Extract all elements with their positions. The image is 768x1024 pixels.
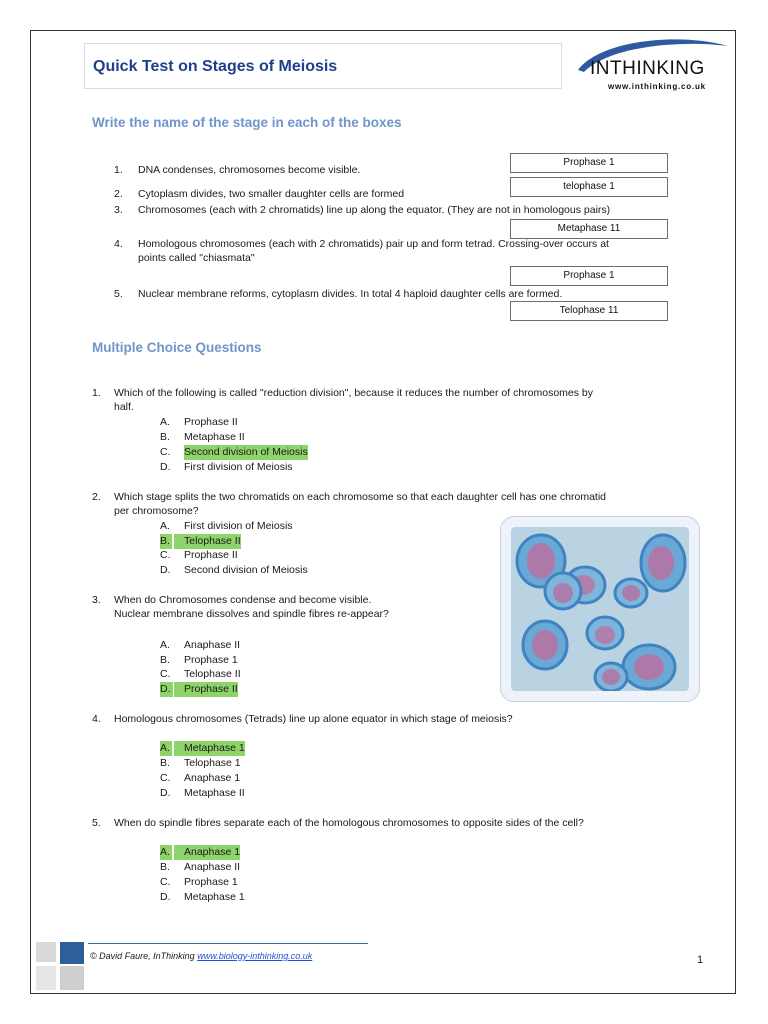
s1-item-4-text-line2: points called "chiasmata": [138, 252, 255, 264]
q5-num: 5.: [92, 817, 101, 829]
s1-item-2-num: 2.: [114, 188, 123, 200]
cell-7: [523, 621, 567, 669]
q3-option-b-letter: B.: [160, 654, 170, 666]
answer-box-4-value: Prophase 1: [563, 270, 615, 281]
q3-option-c-letter: C.: [160, 668, 171, 680]
footer-link[interactable]: www.biology-inthinking.co.uk: [197, 951, 313, 961]
q2-text-line1: Which stage splits the two chromatids on each chromosome so that each daughter cell has one chromatid: [114, 491, 607, 503]
q4-option-a-selected[interactable]: Metaphase 1: [174, 741, 245, 756]
s1-item-3-num: 3.: [114, 204, 123, 216]
footer-square-blue: [60, 942, 84, 964]
q5-option-b[interactable]: Anaphase II: [184, 861, 241, 873]
cell-9: [595, 663, 627, 691]
q1-option-d[interactable]: First division of Meiosis: [184, 461, 293, 473]
s1-item-5-num: 5.: [114, 288, 123, 300]
s1-item-4-num: 4.: [114, 238, 123, 250]
q2-option-c-letter: C.: [160, 549, 171, 561]
q1-option-b-letter: B.: [160, 431, 170, 443]
footer-credit-text: © David Faure, InThinking: [90, 951, 195, 961]
q3-option-b[interactable]: Prophase 1: [184, 654, 238, 666]
logo-text: INTHINKING: [590, 58, 705, 79]
q3-text-line1: When do Chromosomes condense and become visible.: [114, 594, 372, 606]
q2-option-a[interactable]: First division of Meiosis: [184, 520, 293, 532]
s1-item-4-text-line1: Homologous chromosomes (each with 2 chromatids) pair up and form tetrad. Crossing-over occurs at: [138, 238, 609, 250]
answer-box-2[interactable]: [510, 177, 668, 197]
q2-option-a-letter: A.: [160, 520, 170, 532]
cell-8: [623, 645, 675, 689]
q4-option-c[interactable]: Anaphase 1: [184, 772, 241, 784]
section1-heading: Write the name of the stage in each of the boxes: [92, 115, 402, 130]
q1-option-c-letter: C.: [160, 446, 171, 458]
micrograph-frame: [500, 516, 700, 702]
s1-item-3-text: Chromosomes (each with 2 chromatids) line up along the equator. (They are not in homologous pairs): [138, 204, 611, 216]
q2-option-b-letter: B.: [160, 535, 170, 547]
q3-option-a-letter: A.: [160, 639, 170, 651]
q1-option-a-letter: A.: [160, 416, 170, 428]
answer-box-2-value: telophase 1: [563, 181, 615, 192]
q1-text-line2: half.: [114, 401, 134, 413]
q3-text-line2: Nuclear membrane dissolves and spindle fibres re-appear?: [114, 608, 389, 620]
q2-num: 2.: [92, 491, 101, 503]
q5-option-d-letter: D.: [160, 891, 171, 903]
q4-option-b-letter: B.: [160, 757, 170, 769]
q3-option-c[interactable]: Telophase II: [184, 668, 241, 680]
cell-5: [615, 579, 647, 607]
q3-option-a[interactable]: Anaphase II: [184, 639, 241, 651]
section2-heading: Multiple Choice Questions: [92, 340, 262, 355]
q1-option-c-selected[interactable]: Second division of Meiosis: [184, 446, 308, 458]
q5-option-c[interactable]: Prophase 1: [184, 876, 238, 888]
q1-option-a[interactable]: Prophase II: [184, 416, 238, 428]
page-number: 1: [697, 954, 704, 966]
q3-option-d-letter: D.: [160, 683, 171, 695]
footer-square-grey-1: [36, 942, 56, 962]
q4-option-b[interactable]: Telophase 1: [184, 757, 241, 769]
q4-num: 4.: [92, 713, 101, 725]
q5-option-a-selected[interactable]: Anaphase 1: [174, 845, 240, 860]
s1-item-2-text: Cytoplasm divides, two smaller daughter cells are formed: [138, 188, 405, 200]
logo-url: www.inthinking.co.uk: [608, 82, 706, 91]
s1-item-1-num: 1.: [114, 164, 123, 176]
q2-option-b-selected[interactable]: Telophase II: [174, 534, 241, 549]
s1-item-1-text: DNA condenses, chromosomes become visible.: [138, 164, 361, 176]
q1-text-line1: Which of the following is called "reduction division", because it reduces the number of chromosomes by: [114, 387, 594, 399]
cell-4: [641, 535, 685, 591]
q4-option-d[interactable]: Metaphase II: [184, 787, 245, 799]
q4-text: Homologous chromosomes (Tetrads) line up alone equator in which stage of meiosis?: [114, 713, 513, 725]
answer-box-5[interactable]: [510, 301, 668, 321]
q3-option-d-selected[interactable]: Prophase II: [174, 682, 238, 697]
q4-option-c-letter: C.: [160, 772, 171, 784]
cell-3: [545, 573, 581, 609]
answer-box-5-value: Telophase 11: [559, 305, 619, 316]
q4-option-a-letter: A.: [160, 742, 170, 754]
q1-num: 1.: [92, 387, 101, 399]
q5-option-b-letter: B.: [160, 861, 170, 873]
meiosis-micrograph-image: [511, 527, 689, 691]
q3-num: 3.: [92, 594, 101, 606]
footer-rule: [88, 943, 368, 944]
q2-option-c[interactable]: Prophase II: [184, 549, 238, 561]
s1-item-5-text: Nuclear membrane reforms, cytoplasm divides. In total 4 haploid daughter cells are formed.: [138, 288, 563, 300]
answer-box-3-value: Metaphase 11: [557, 223, 621, 234]
answer-box-4[interactable]: [510, 266, 668, 286]
footer-square-grey-3: [60, 966, 84, 990]
footer-square-grey-2: [36, 966, 56, 990]
q4-option-d-letter: D.: [160, 787, 171, 799]
page-title: Quick Test on Stages of Meiosis: [93, 58, 338, 75]
q5-option-c-letter: C.: [160, 876, 171, 888]
q1-option-d-letter: D.: [160, 461, 171, 473]
answer-box-3[interactable]: [510, 219, 668, 239]
answer-box-1-value: Prophase 1: [563, 157, 615, 168]
q5-option-d[interactable]: Metaphase 1: [184, 891, 245, 903]
q2-option-d[interactable]: Second division of Meiosis: [184, 564, 308, 576]
q2-text-line2: per chromosome?: [114, 505, 199, 517]
q1-option-b[interactable]: Metaphase II: [184, 431, 245, 443]
q2-option-d-letter: D.: [160, 564, 171, 576]
footer-credit: [90, 951, 312, 961]
q5-option-a-letter: A.: [160, 846, 170, 858]
q5-text: When do spindle fibres separate each of the homologous chromosomes to opposite sides of the cell?: [114, 817, 584, 829]
cell-6: [587, 617, 623, 649]
answer-box-1[interactable]: [510, 153, 668, 173]
